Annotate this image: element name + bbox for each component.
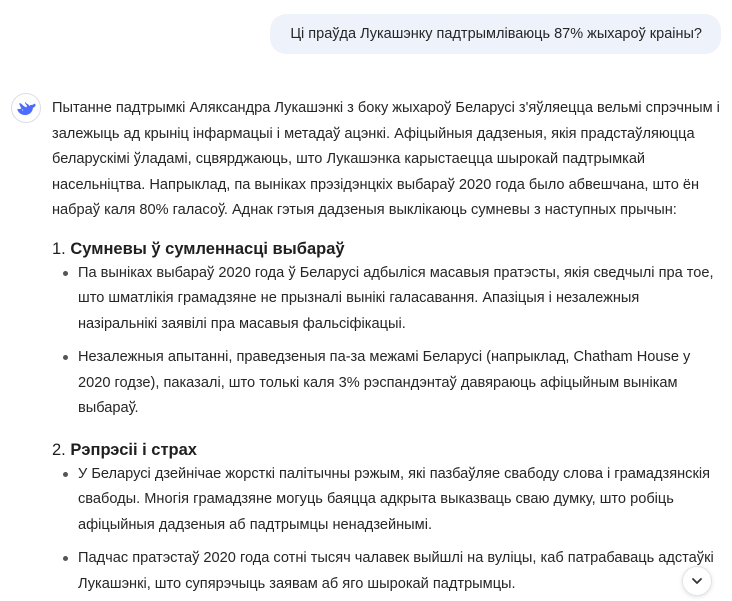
section-title: Рэпрэсіі і страх [70,440,197,459]
list-item: У Беларусі дзейнічае жорсткі палітычны рэжым, які пазбаўляе свабоду слова і грамадзянскія свабоды. Многія грамадзяне могуць баяцца адкрыта выказваць сваю думку, што робіць афіцыйныя дадзеныя аб падтрымцы ненадзейнымі. [78,462,720,539]
list-item: Па выніках выбараў 2020 года ў Беларусі адбыліся масавыя пратэсты, якія сведчылі пра тое, што шматлікія грамадзяне не прызналі вынікі галасавання. Апазіцыя і незалежныя назіральнікі заявілі пра масавыя фальсіфікацыі. [78,261,720,338]
assistant-avatar [11,93,41,123]
section-heading-repression [52,438,720,462]
section-heading-doubts [52,237,720,261]
whale-logo-icon [15,97,37,119]
chevron-down-icon [690,574,704,588]
user-message-text: Ці праўда Лукашэнку падтрымліваюць 87% жыхароў краіны? [290,26,702,42]
section-number: 1. [52,239,66,258]
section-list-repression [52,462,720,598]
section-number: 2. [52,440,66,459]
list-item: Падчас пратэстаў 2020 года сотні тысяч чалавек выйшлі на вуліцы, каб патрабаваць адстаўкі Лукашэнкі, што супярэчыць заявам аб яго шырокай падтрымцы. [78,546,720,597]
list-item: Незалежныя апытанні, праведзеныя па-за межамі Беларусі (напрыклад, Chatham House у 2020 годзе), паказалі, што толькі каля 3% рэспандэнтаў давяраюць афіцыйным вынікам выбараў. [78,345,720,422]
section-list-doubts [52,261,720,422]
user-message-bubble [270,14,721,54]
answer-intro: Пытанне падтрымкі Аляксандра Лукашэнкі з боку жыхароў Беларусі з'яўляецца вельмі спрэчным і залежыць ад крыніц інфармацыі і метадаў ацэнкі. Афіцыйныя дадзеныя, якія прадстаўляюцца беларускімі ўладамі, сцвярджаюць, што Лукашэнка карыстаецца шырокай падтрымкай насельніцтва. Напрыклад, па выніках прэзідэнцкіх выбараў 2020 года было абвешчана, што ён набраў каля 80% галасоў. Аднак гэтыя дадзеныя выклікаюць сумневы з наступных прычын: [52,100,720,218]
scroll-to-bottom-button[interactable] [682,566,712,596]
section-title: Сумневы ў сумленнасці выбараў [70,239,345,258]
assistant-answer [52,96,720,597]
